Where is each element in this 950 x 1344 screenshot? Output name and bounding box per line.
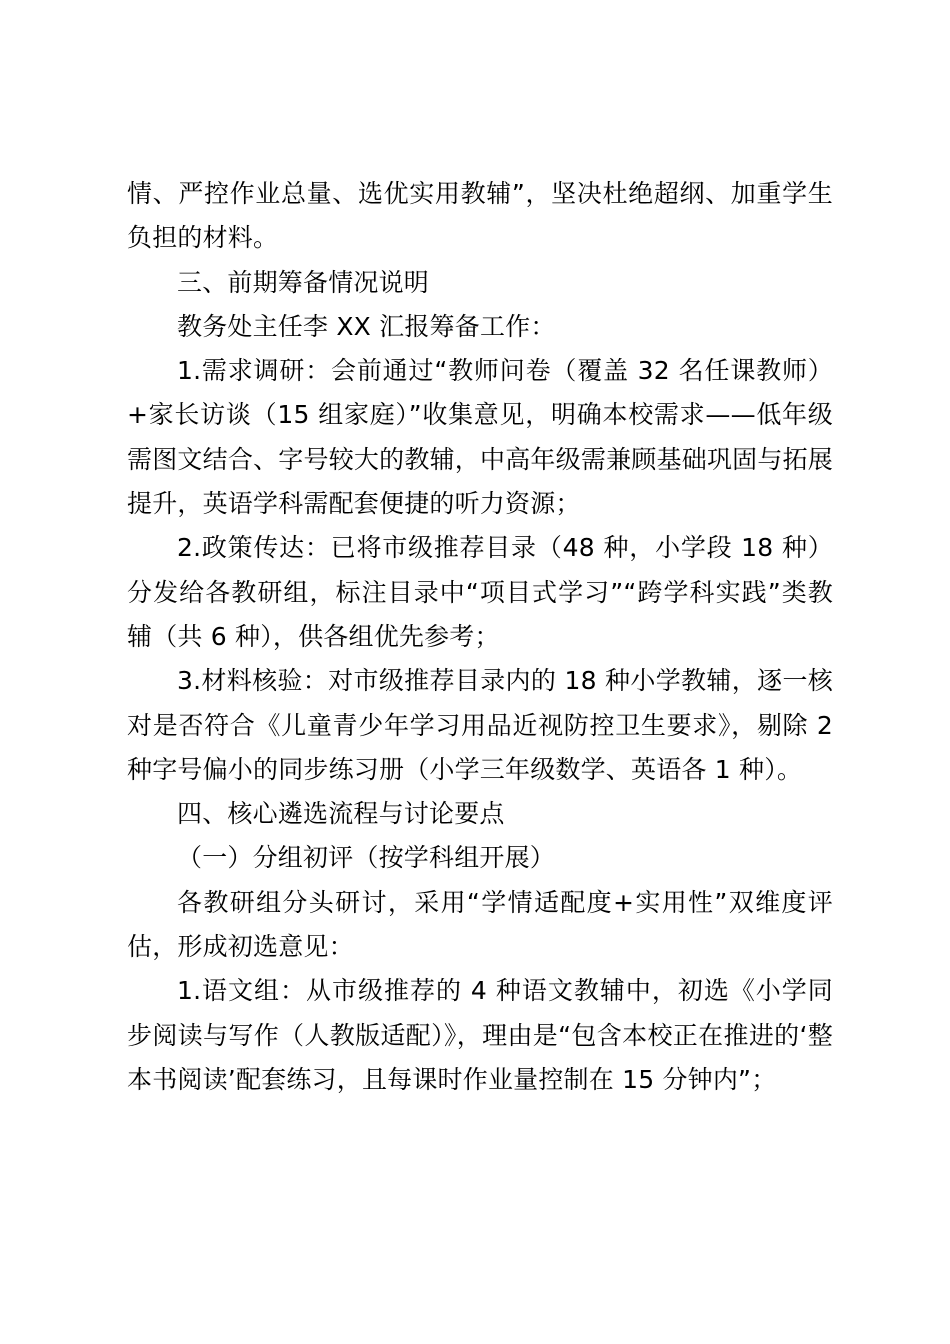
paragraph-3: 1.需求调研：会前通过“教师问卷（覆盖 32 名任课教师）+家长访谈（15 组家庭）”收集意见，明确本校需求——低年级需图文结合、字号较大的教辅，中高年级需兼顾基础巩固与拓展提升，英语学科需配套便捷的听力资源；	[127, 356, 833, 519]
paragraph-4: 2.政策传达：已将市级推荐目录（48 种，小学段 18 种）分发给各教研组，标注目录中“项目式学习”“跨学科实践”类教辅（共 6 种），供各组优先参考；	[127, 533, 833, 651]
paragraph-2: 教务处主任李 XX 汇报筹备工作：	[177, 311, 556, 341]
paragraph-5: 3.材料核验：对市级推荐目录内的 18 种小学教辅，逐一核对是否符合《儿童青少年学习用品近视防控卫生要求》，剔除 2 种字号偏小的同步练习册（小学三年级数学、英语各 1 种）。	[127, 666, 833, 784]
paragraph-6: 各教研组分头研讨，采用“学情适配度+实用性”双维度评估，形成初选意见：	[127, 887, 833, 962]
document-body	[127, 172, 833, 1102]
section-heading-3: 三、前期筹备情况说明	[177, 267, 430, 297]
paragraph-1: 情、严控作业总量、选优实用教辅”，坚决杜绝超纲、加重学生负担的材料。	[127, 179, 833, 253]
subsection-heading-1: （一）分组初评（按学科组开展）	[177, 843, 556, 873]
section-heading-4: 四、核心遴选流程与讨论要点	[177, 799, 505, 829]
paragraph-7: 1.语文组：从市级推荐的 4 种语文教辅中，初选《小学同步阅读与写作（人教版适配）》，理由是“包含本校正在推进的‘整本书阅读’配套练习，且每课时作业量控制在 15 分钟内”；	[127, 976, 833, 1094]
